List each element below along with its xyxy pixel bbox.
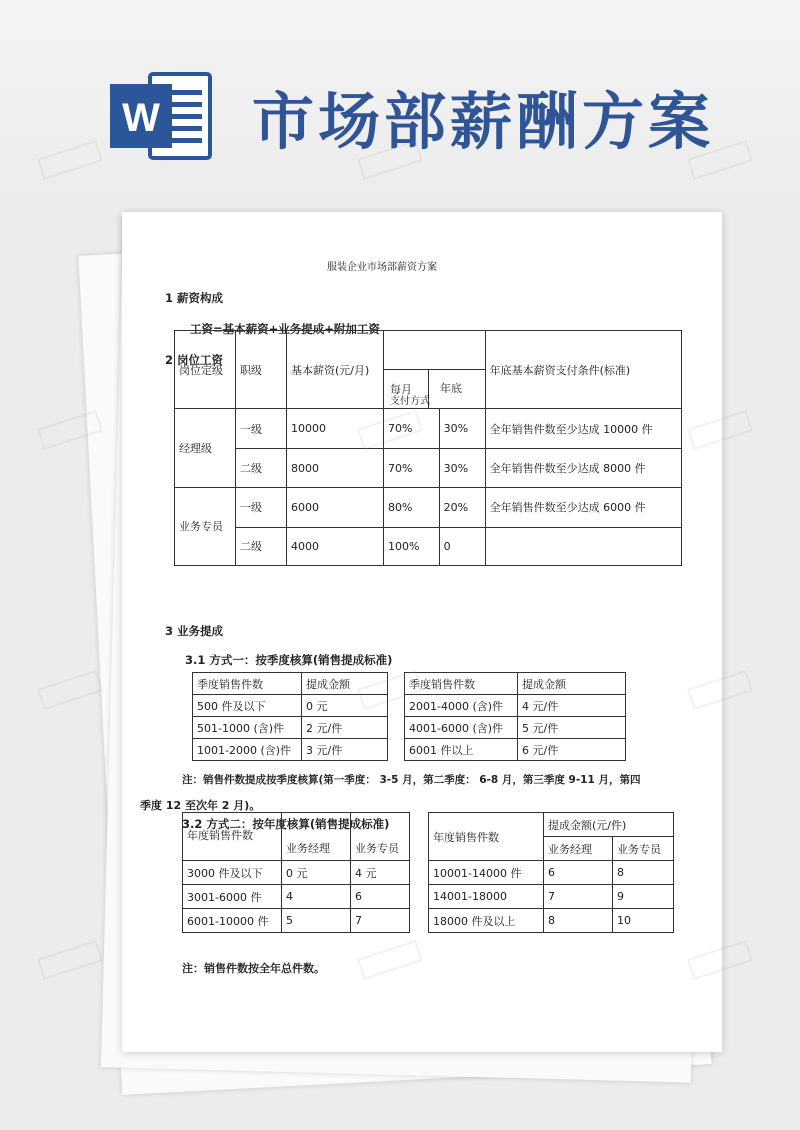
table-cell: 7 (351, 909, 410, 933)
table-cell (485, 527, 681, 565)
note-quarterly: 注：销售件数提成按季度核算(第一季度： 3-5 月，第二季度： 6-8 月，第三季度 9-11 月，第四 (182, 774, 641, 786)
table-header: 业务专员 (351, 813, 410, 861)
salary-formula: 工资=基本薪资+业务提成+附加工资 (190, 322, 380, 336)
section-1-heading: 1 薪资构成 (165, 291, 224, 305)
note-quarterly-cont: 季度 12 至次年 2 月)。 (140, 799, 261, 812)
quarterly-commission-table-left (192, 672, 388, 761)
table-header: 提成金额 (302, 673, 388, 695)
table-cell: 一级 (236, 409, 287, 449)
table-cell: 9 (613, 885, 674, 909)
table-cell: 二级 (236, 449, 287, 487)
table-cell: 8000 (287, 449, 384, 487)
table-cell: 100% (384, 527, 440, 565)
table-cell: 7 (544, 885, 613, 909)
table-cell: 8 (544, 909, 613, 933)
table-header: 基本薪资(元/月) (287, 331, 384, 409)
table-cell: 5 元/件 (518, 717, 626, 739)
section-3-heading: 3 业务提成 (165, 624, 224, 638)
word-logo-icon (110, 70, 212, 162)
annual-commission-table-left (182, 812, 410, 933)
table-header: 业务经理 (282, 813, 351, 861)
table-cell: 10000 (287, 409, 384, 449)
table-cell: 4001-6000 (含)件 (405, 717, 518, 739)
table-header: 支付方式 (390, 396, 430, 407)
table-cell: 14001-18000 (429, 885, 544, 909)
word-logo-letter: W (122, 96, 160, 140)
table-cell: 5 (282, 909, 351, 933)
table-cell: 全年销售件数至少达成 10000 件 (485, 409, 681, 449)
table-cell: 500 件及以下 (193, 695, 302, 717)
document-page (122, 212, 722, 1052)
table-header: 年度销售件数 (183, 813, 282, 861)
table-cell: 0 元 (302, 695, 388, 717)
table-header: 年度销售件数 (429, 813, 544, 861)
page-title: 市场部薪酬方案 (252, 85, 715, 158)
table-header: 岗位定级 (175, 331, 236, 409)
table-header: 提成金额 (518, 673, 626, 695)
table-cell: 30% (439, 449, 485, 487)
table-cell: 一级 (236, 487, 287, 527)
table-header: 年底 (440, 382, 462, 395)
table-cell: 30% (439, 409, 485, 449)
table-header: 每月 (390, 383, 412, 396)
table-cell: 4 (282, 885, 351, 909)
table-cell: 70% (384, 409, 440, 449)
table-cell: 6 (351, 885, 410, 909)
table-cell: 4 元 (351, 861, 410, 885)
table-cell: 0 (439, 527, 485, 565)
table-header: 年底基本薪资支付条件(标准) (485, 331, 681, 409)
table-cell: 业务专员 (175, 487, 236, 565)
table-cell: 全年销售件数至少达成 8000 件 (485, 449, 681, 487)
table-cell: 2 元/件 (302, 717, 388, 739)
table-cell: 10 (613, 909, 674, 933)
table-header: 业务经理 (544, 837, 613, 861)
table-cell: 4000 (287, 527, 384, 565)
table-cell: 6 元/件 (518, 739, 626, 761)
table-cell: 10001-14000 件 (429, 861, 544, 885)
table-cell: 6000 (287, 487, 384, 527)
section-3-1-heading: 3.1 方式一：按季度核算(销售提成标准) (185, 653, 393, 667)
section-2-heading: 2 岗位工资 (165, 353, 224, 367)
table-cell: 2001-4000 (含)件 (405, 695, 518, 717)
position-salary-table (174, 330, 682, 566)
table-cell: 80% (384, 487, 440, 527)
table-header: 提成金额(元/件) (544, 813, 674, 837)
table-cell: 4 元/件 (518, 695, 626, 717)
table-cell: 6001 件以上 (405, 739, 518, 761)
table-header: 季度销售件数 (193, 673, 302, 695)
table-cell: 1001-2000 (含)件 (193, 739, 302, 761)
section-3-2-heading: 3.2 方式二：按年度核算(销售提成标准) (182, 817, 390, 831)
table-cell: 3001-6000 件 (183, 885, 282, 909)
table-cell: 经理级 (175, 409, 236, 487)
table-cell: 70% (384, 449, 440, 487)
table-cell: 3 元/件 (302, 739, 388, 761)
table-cell: 0 元 (282, 861, 351, 885)
table-cell: 501-1000 (含)件 (193, 717, 302, 739)
table-cell: 20% (439, 487, 485, 527)
table-header: 业务专员 (613, 837, 674, 861)
table-cell: 二级 (236, 527, 287, 565)
table-cell: 3000 件及以下 (183, 861, 282, 885)
table-cell: 6001-10000 件 (183, 909, 282, 933)
table-header: 职级 (236, 331, 287, 409)
quarterly-commission-table-right (404, 672, 626, 761)
table-cell: 全年销售件数至少达成 6000 件 (485, 487, 681, 527)
table-cell: 6 (544, 861, 613, 885)
table-header: 季度销售件数 (405, 673, 518, 695)
note-annual: 注：销售件数按全年总件数。 (182, 962, 325, 975)
document-title: 服装企业市场部薪资方案 (327, 262, 437, 273)
table-cell: 18000 件及以上 (429, 909, 544, 933)
annual-commission-table-right (428, 812, 674, 933)
table-cell: 8 (613, 861, 674, 885)
table-header-payment (384, 331, 486, 409)
